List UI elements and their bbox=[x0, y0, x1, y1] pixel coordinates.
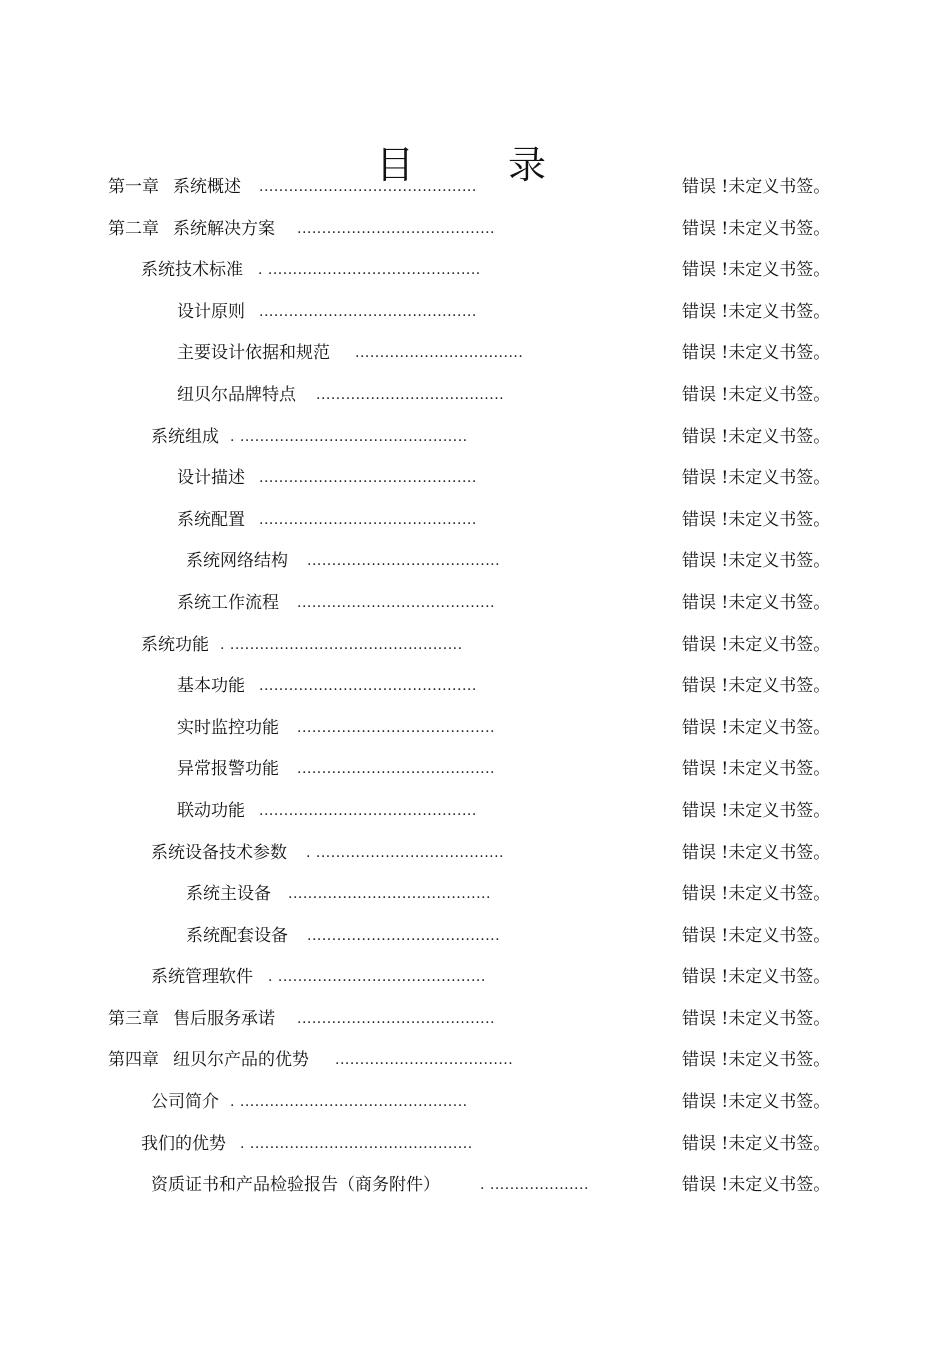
toc-page-ref: 错误 !未定义书签。 bbox=[682, 717, 831, 738]
toc-entry-text: 系统管理软件 bbox=[151, 967, 253, 988]
toc-entry-label bbox=[141, 1124, 226, 1166]
toc-entry[interactable] bbox=[0, 209, 950, 251]
toc-page-ref: 错误 !未定义书签。 bbox=[682, 676, 831, 697]
toc-entry-text: 我们的优势 bbox=[141, 1133, 226, 1154]
toc-page-ref: 错误 !未定义书签。 bbox=[682, 177, 831, 197]
toc-entry-text: 公司简介 bbox=[151, 1092, 219, 1113]
toc-page-ref: 错误 !未定义书签。 bbox=[682, 343, 831, 364]
toc-entry[interactable] bbox=[0, 874, 950, 916]
toc-entry-label bbox=[177, 458, 245, 500]
toc-entry[interactable] bbox=[0, 292, 950, 334]
toc-entry-label bbox=[177, 292, 245, 334]
toc-entry-text: 系统技术标准 bbox=[141, 260, 243, 281]
toc-page-ref: 错误 !未定义书签。 bbox=[682, 1050, 831, 1071]
toc-page-ref: 错误 !未定义书签。 bbox=[682, 842, 831, 863]
toc-entry[interactable] bbox=[0, 583, 950, 625]
toc-entry-text: 系统配套设备 bbox=[186, 925, 288, 946]
toc-entry-text: 系统主设备 bbox=[186, 884, 271, 905]
toc-page-ref: 错误 !未定义书签。 bbox=[682, 301, 831, 322]
toc-leader-dots: . .............................................. bbox=[230, 428, 468, 445]
toc-leader-dots: .................................... bbox=[335, 1052, 514, 1069]
toc-entry[interactable] bbox=[0, 1040, 950, 1082]
toc-entry-text: 系统配置 bbox=[177, 509, 245, 530]
toc-page-ref: 错误 !未定义书签。 bbox=[682, 1008, 831, 1029]
toc-entry-text: 联动功能 bbox=[177, 800, 245, 821]
toc-entry[interactable] bbox=[0, 458, 950, 500]
toc-entry-label bbox=[108, 209, 275, 251]
toc-entry-text: 设计原则 bbox=[177, 301, 245, 322]
toc-leader-dots: . ...................................... bbox=[306, 844, 505, 861]
toc-entry-text: 纽贝尔产品的优势 bbox=[173, 1050, 309, 1071]
toc-page-ref: 错误 !未定义书签。 bbox=[682, 551, 831, 572]
toc-entry[interactable] bbox=[0, 167, 950, 209]
toc-entry-text: 主要设计依据和规范 bbox=[177, 343, 330, 364]
toc-entry-label bbox=[177, 708, 279, 750]
toc-page-ref: 错误 !未定义书签。 bbox=[682, 925, 831, 946]
toc-leader-dots: ............................................ bbox=[259, 678, 477, 695]
toc-entry[interactable] bbox=[0, 375, 950, 417]
toc-entry-label bbox=[177, 500, 245, 542]
toc-page-ref: 错误 !未定义书签。 bbox=[682, 426, 831, 447]
toc-entry-text: 系统功能 bbox=[141, 634, 209, 655]
toc-entry-text: 实时监控功能 bbox=[177, 717, 279, 738]
toc-leader-dots: ....................................... bbox=[307, 927, 501, 944]
toc-entry-text: 异常报警功能 bbox=[177, 759, 279, 780]
toc-entry[interactable] bbox=[0, 1082, 950, 1124]
toc-page-ref: 错误 !未定义书签。 bbox=[682, 218, 831, 239]
toc-entry-text: 系统工作流程 bbox=[177, 592, 279, 613]
toc-entry-text: 纽贝尔品牌特点 bbox=[177, 384, 296, 405]
toc-entry[interactable] bbox=[0, 749, 950, 791]
toc-leader-dots: ............................................ bbox=[259, 802, 477, 819]
toc-entry[interactable] bbox=[0, 666, 950, 708]
toc-leader-dots: . .................... bbox=[480, 1177, 589, 1194]
toc-entry[interactable] bbox=[0, 333, 950, 375]
toc-entry[interactable] bbox=[0, 417, 950, 459]
toc-entry-label bbox=[151, 833, 287, 875]
toc-entry-label bbox=[151, 417, 219, 459]
toc-entry-label bbox=[177, 791, 245, 833]
toc-entry[interactable] bbox=[0, 625, 950, 667]
toc-page-ref: 错误 !未定义书签。 bbox=[682, 1092, 831, 1113]
toc-page-ref: 错误 !未定义书签。 bbox=[682, 384, 831, 405]
toc-entry-label bbox=[177, 375, 296, 417]
toc-entry-label bbox=[141, 250, 243, 292]
toc-leader-dots: ........................................ bbox=[297, 1010, 496, 1027]
toc-leader-dots: . ............................................... bbox=[220, 636, 463, 653]
toc-leader-dots: ......................................... bbox=[288, 886, 491, 903]
toc-entry-label bbox=[177, 666, 245, 708]
toc-entry-label bbox=[177, 583, 279, 625]
toc-leader-dots: .................................. bbox=[355, 345, 524, 362]
toc-entry-label bbox=[108, 1040, 309, 1082]
toc-leader-dots: ............................................ bbox=[259, 511, 477, 528]
toc-leader-dots: . ............................................. bbox=[240, 1135, 473, 1152]
toc-page-ref: 错误 !未定义书签。 bbox=[682, 592, 831, 613]
toc-entry[interactable] bbox=[0, 250, 950, 292]
toc-entry-label bbox=[108, 167, 241, 209]
toc-leader-dots: ........................................ bbox=[297, 594, 496, 611]
toc-entry[interactable] bbox=[0, 1165, 950, 1207]
toc-entry-label bbox=[151, 1165, 440, 1207]
toc-leader-dots: ........................................ bbox=[297, 719, 496, 736]
toc-leader-dots: ...................................... bbox=[316, 386, 505, 403]
toc-entry-label bbox=[141, 625, 209, 667]
toc-page-ref: 错误 !未定义书签。 bbox=[682, 800, 831, 821]
toc-leader-dots: . .............................................. bbox=[230, 1094, 468, 1111]
toc-page-ref: 错误 !未定义书签。 bbox=[682, 967, 831, 988]
toc-chapter-number: 第二章 bbox=[108, 218, 159, 239]
toc-entry[interactable] bbox=[0, 1124, 950, 1166]
toc-entry[interactable] bbox=[0, 500, 950, 542]
toc-leader-dots: ............................................ bbox=[259, 179, 477, 195]
toc-entry-label bbox=[186, 541, 288, 583]
toc-page-ref: 错误 !未定义书签。 bbox=[682, 884, 831, 905]
toc-entry-label bbox=[108, 999, 275, 1041]
toc-page-ref: 错误 !未定义书签。 bbox=[682, 468, 831, 489]
toc-entry-label bbox=[177, 333, 330, 375]
toc-entry[interactable] bbox=[0, 833, 950, 875]
toc-leader-dots: . ........................................... bbox=[258, 262, 481, 279]
toc-entry[interactable] bbox=[0, 957, 950, 999]
toc-entry-text: 基本功能 bbox=[177, 676, 245, 697]
toc-chapter-number: 第一章 bbox=[108, 177, 159, 197]
toc-page-ref: 错误 !未定义书签。 bbox=[682, 1175, 831, 1196]
toc-entry-text: 系统网络结构 bbox=[186, 551, 288, 572]
toc-entry-text: 系统设备技术参数 bbox=[151, 842, 287, 863]
toc-list bbox=[0, 167, 950, 1207]
toc-page-ref: 错误 !未定义书签。 bbox=[682, 759, 831, 780]
toc-page-ref: 错误 !未定义书签。 bbox=[682, 260, 831, 281]
toc-leader-dots: ............................................ bbox=[259, 303, 477, 320]
toc-entry[interactable] bbox=[0, 541, 950, 583]
toc-leader-dots: ........................................ bbox=[297, 761, 496, 778]
toc-entry[interactable] bbox=[0, 999, 950, 1041]
toc-entry-text: 售后服务承诺 bbox=[173, 1008, 275, 1029]
toc-page-ref: 错误 !未定义书签。 bbox=[682, 1133, 831, 1154]
toc-entry[interactable] bbox=[0, 708, 950, 750]
toc-page-ref: 错误 !未定义书签。 bbox=[682, 634, 831, 655]
toc-entry-label bbox=[186, 874, 271, 916]
toc-chapter-number: 第三章 bbox=[108, 1008, 159, 1029]
toc-entry-label bbox=[177, 749, 279, 791]
toc-entry-text: 设计描述 bbox=[177, 468, 245, 489]
toc-leader-dots: ............................................ bbox=[259, 470, 477, 487]
toc-leader-dots: . .......................................... bbox=[268, 969, 486, 986]
toc-title: 目 录 bbox=[375, 143, 574, 188]
toc-entry-label bbox=[151, 1082, 219, 1124]
toc-page-ref: 错误 !未定义书签。 bbox=[682, 509, 831, 530]
toc-chapter-number: 第四章 bbox=[108, 1050, 159, 1071]
toc-entry[interactable] bbox=[0, 791, 950, 833]
toc-leader-dots: ........................................ bbox=[297, 220, 496, 237]
toc-entry-text: 系统解决方案 bbox=[173, 218, 275, 239]
toc-entry-label bbox=[151, 957, 253, 999]
toc-entry-text: 资质证书和产品检验报告（商务附件） bbox=[151, 1175, 440, 1196]
toc-entry[interactable] bbox=[0, 916, 950, 958]
toc-leader-dots: ....................................... bbox=[307, 553, 501, 570]
toc-entry-text: 系统组成 bbox=[151, 426, 219, 447]
toc-entry-text: 系统概述 bbox=[173, 177, 241, 197]
toc-entry-label bbox=[186, 916, 288, 958]
